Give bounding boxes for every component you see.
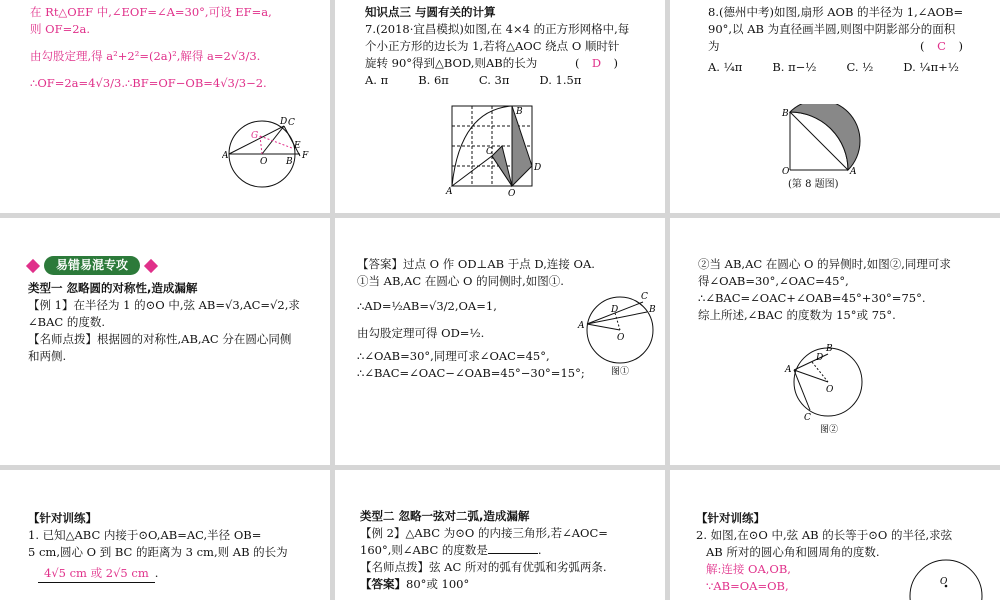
label-C: C xyxy=(804,413,811,423)
tile-question-7 xyxy=(335,0,665,213)
answer-line: 【答案】过点 O 作 OD⊥AB 于点 D,连接 OA. xyxy=(357,257,595,271)
label-C: C xyxy=(641,292,648,302)
circle-figure xyxy=(906,554,1000,600)
label-A: A xyxy=(578,321,585,331)
solution-line: ∴OF=2a=4√3/3.∴BF=OF−OB=4√3/3−2. xyxy=(30,76,267,90)
practice-heading: 【针对训练】 xyxy=(696,511,765,525)
answer-line: 综上所述,∠BAC 的度数为 15°或 75°. xyxy=(698,308,896,322)
tile-type-one xyxy=(0,218,330,465)
label-O: O xyxy=(260,157,268,167)
label-B: B xyxy=(826,344,833,354)
label-A: A xyxy=(785,365,792,375)
label-B: B xyxy=(286,157,293,167)
options-row xyxy=(708,59,998,76)
label-C: C xyxy=(288,118,295,128)
solution-line: 则 OF=2a. xyxy=(30,22,91,36)
answer-choice: D xyxy=(591,56,602,70)
tile-question-8 xyxy=(670,0,1000,213)
answer-row: 4√5 cm 或 2√5 cm . xyxy=(38,565,326,583)
label-B: B xyxy=(782,109,789,119)
example-line: 160°,则∠ABC 的度数是 . xyxy=(360,543,542,557)
option-d: D. ¼π+½ xyxy=(903,60,959,74)
fill-blank xyxy=(488,553,538,554)
question-line: 为 ( C ) xyxy=(708,39,963,53)
banner-title: 易错易混专攻 xyxy=(44,256,140,275)
tile-practice-1 xyxy=(0,470,330,600)
tip-line: 【名师点拨】弦 AC 所对的弧有优弧和劣弧两条. xyxy=(360,560,607,574)
label-D: D xyxy=(611,305,619,315)
question-line: 90°,以 AB 为直径画半圆,则图中阴影部分的面积 xyxy=(708,22,956,36)
diamond-icon xyxy=(26,258,40,272)
type-title: 类型一 忽略圆的对称性,造成漏解 xyxy=(28,280,198,295)
question-line: 1. 已知△ABC 内接于⊙O,AB=AC,半径 OB= xyxy=(28,528,262,542)
circle-figure xyxy=(222,112,312,192)
diamond-icon xyxy=(144,258,158,272)
answer-line: ∴∠BAC=∠OAC+∠OAB=45°+30°=75°. xyxy=(698,291,926,305)
label-C: C xyxy=(486,147,493,157)
option-c: C. 3π xyxy=(478,73,510,87)
answer-line: 【答案】80°或 100° xyxy=(360,577,470,591)
tip-line: 【名师点拨】根据圆的对称性,AB,AC 分在圆心同侧 xyxy=(28,331,292,346)
option-a: A. ¼π xyxy=(708,60,743,74)
question-line: 5 cm,圆心 O 到 BC 的距离为 3 cm,则 AB 的长为 xyxy=(28,545,288,559)
label-E: E xyxy=(294,141,301,151)
example-line: 【例 2】△ABC 为⊙O 的内接三角形,若∠AOC= xyxy=(360,526,608,540)
option-d: D. 1.5π xyxy=(539,73,582,87)
label-A: A xyxy=(222,151,229,161)
label-D: D xyxy=(816,353,824,363)
tile-type-two xyxy=(335,470,665,600)
label-O: O xyxy=(508,189,516,196)
label-G: G xyxy=(251,131,259,141)
answer-line: ②当 AB,AC 在圆心 O 的异侧时,如图②,同理可求 xyxy=(698,257,951,271)
answer-line: 由勾股定理可得 OD=½. xyxy=(357,326,485,340)
section-title: 知识点三 与圆有关的计算 xyxy=(365,5,496,19)
option-b: B. 6π xyxy=(418,73,449,87)
option-c: C. ½ xyxy=(846,60,874,74)
answer-line: ∴∠OAB=30°,同理可求∠OAC=45°, xyxy=(357,349,550,363)
question-line: 旋转 90°得到△BOD,则AB的长为 ( D ) xyxy=(365,56,618,70)
label-O: O xyxy=(826,385,834,395)
sector-figure xyxy=(778,104,878,176)
label-A: A xyxy=(446,187,453,196)
tile-answer-case-one xyxy=(335,218,665,465)
grid-figure xyxy=(440,100,550,196)
answer-line: ∴∠BAC=∠OAC−∠OAB=45°−30°=15°; xyxy=(357,366,585,380)
question-line: 个小正方形的边长为 1,若将△AOC 绕点 O 顺时针 xyxy=(365,39,620,53)
answer-line: ∴AD=½AB=√3/2,OA=1, xyxy=(357,299,497,313)
label-F: F xyxy=(302,151,309,161)
type-title: 类型二 忽略一弦对二弧,造成漏解 xyxy=(360,509,530,523)
solution-line: 在 Rt△OEF 中,∠EOF=∠A=30°,可设 EF=a, xyxy=(30,5,272,19)
question-line: AB 所对的圆心角和圆周角的度数. xyxy=(706,545,880,559)
example-line: 【例 1】在半径为 1 的⊙O 中,弦 AB=√3,AC=√2,求 xyxy=(28,297,300,312)
practice-heading: 【针对训练】 xyxy=(28,511,97,525)
solution-line: 由勾股定理,得 a²+2²=(2a)²,解得 a=2√3/3. xyxy=(30,49,261,63)
figure-caption: 图② xyxy=(820,425,839,434)
question-line: 8.(德州中考)如图,扇形 AOB 的半径为 1,∠AOB= xyxy=(708,5,964,19)
figure-one xyxy=(575,290,660,380)
question-line: 7.(2018·宜昌模拟)如图,在 4×4 的正方形网格中,每 xyxy=(365,22,630,36)
answer-line: 得∠OAB=30°,∠OAC=45°, xyxy=(698,274,849,288)
tile-solution-continued xyxy=(0,0,330,213)
label-B: B xyxy=(516,107,523,117)
label-O: O xyxy=(617,333,625,343)
answer-blank: 4√5 cm 或 2√5 cm xyxy=(38,565,155,583)
tile-answer-case-two xyxy=(670,218,1000,465)
option-a: A. π xyxy=(365,73,389,87)
label-A: A xyxy=(850,167,857,176)
question-line: 2. 如图,在⊙O 中,弦 AB 的长等于⊙O 的半径,求弦 xyxy=(696,528,953,542)
tile-practice-2 xyxy=(670,470,1000,600)
solution-line: ∵AB=OA=OB, xyxy=(706,579,789,593)
options-row xyxy=(365,72,660,89)
option-b: B. π−½ xyxy=(772,60,817,74)
solution-line: 解:连接 OA,OB, xyxy=(706,562,791,576)
answer-choice: C xyxy=(937,39,946,53)
figure-caption: 图① xyxy=(611,367,630,377)
banner xyxy=(28,256,156,275)
figure-two xyxy=(782,342,872,434)
label-D: D xyxy=(280,117,288,127)
answer-line: ①当 AB,AC 在圆心 O 的同侧时,如图①. xyxy=(357,274,564,288)
figure-caption: (第 8 题图) xyxy=(788,179,839,190)
example-line: ∠BAC 的度数. xyxy=(28,314,106,329)
label-O: O xyxy=(782,167,790,176)
label-D: D xyxy=(534,163,542,173)
label-O: O xyxy=(940,577,948,587)
tip-line: 和两侧. xyxy=(28,348,67,363)
label-B: B xyxy=(649,305,656,315)
answer-value: 80°或 100° xyxy=(406,577,470,591)
